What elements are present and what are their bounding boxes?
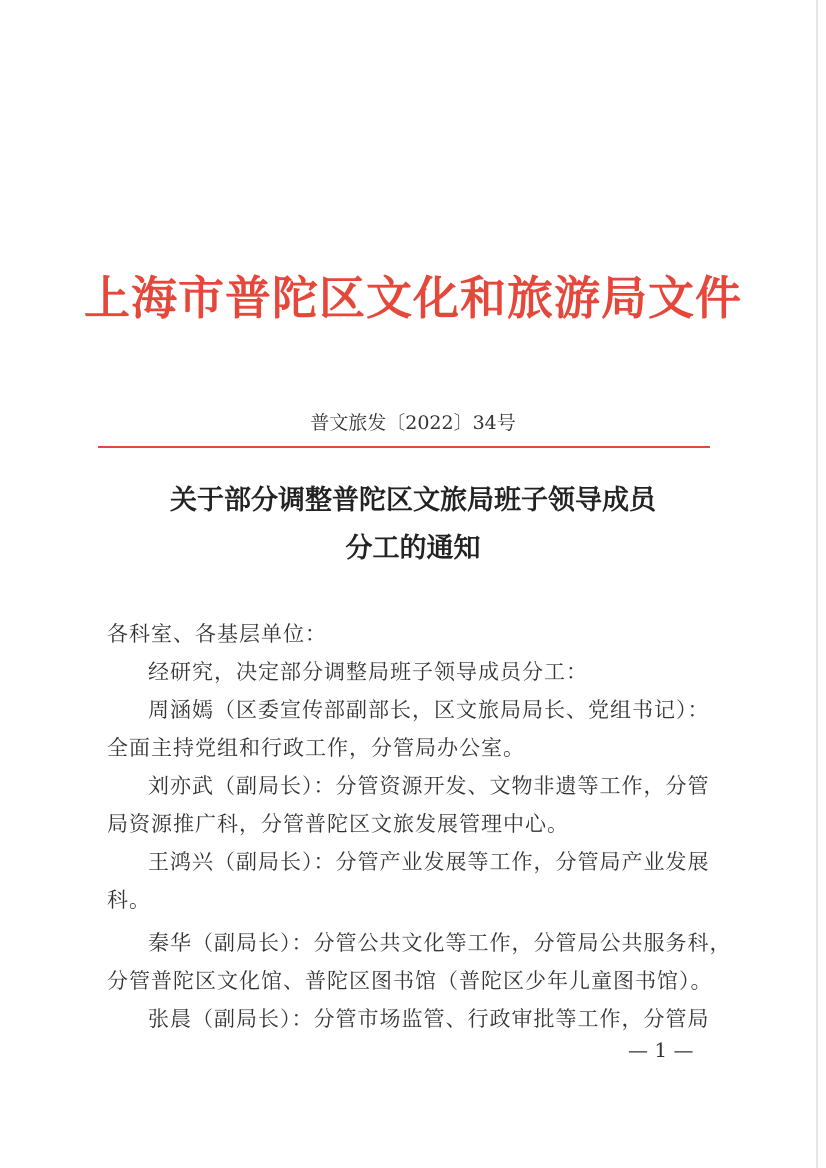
body-line: 周涵嫣（区委宣传部副部长，区文旅局局长、党组书记）： [148,698,710,722]
body-line: 王鸿兴（副局长）：分管产业发展等工作，分管局产业发展 [148,850,710,874]
notice-title-line-2: 分工的通知 [345,533,481,564]
red-divider-line [98,446,710,448]
addressee: 各科室、各基层单位： [107,622,327,646]
page-edge [816,0,818,1168]
body-line: 局资源推广科，分管普陀区文旅发展管理中心。 [107,812,569,836]
body-line: 经研究，决定部分调整局班子领导成员分工： [148,660,588,684]
page-number: — 1 — [628,1038,694,1062]
document-number: 普文旅发〔2022〕34号 [310,412,516,434]
body-line: 秦华（副局长）：分管公共文化等工作，分管局公共服务科， [148,931,732,955]
body-line: 全面主持党组和行政工作，分管局办公室。 [107,736,525,760]
notice-title-line-1: 关于部分调整普陀区文旅局班子领导成员 [170,485,656,516]
body-line: 刘亦武（副局长）：分管资源开发、文物非遗等工作，分管 [148,774,710,798]
body-line: 科。 [107,888,151,912]
document-header-title: 上海市普陀区文化和旅游局文件 [84,271,742,325]
body-line: 张晨（副局长）：分管市场监管、行政审批等工作，分管局 [148,1007,710,1031]
body-line: 分管普陀区文化馆、普陀区图书馆（普陀区少年儿童图书馆）。 [107,969,713,993]
